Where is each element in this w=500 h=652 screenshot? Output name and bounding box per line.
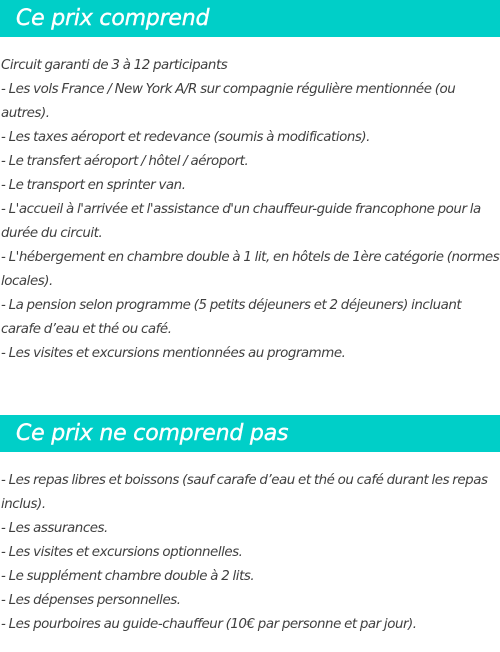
list-item: - Les vols France / New York A/R sur compagnie régulière mentionnée (ou xyxy=(1,82,456,97)
list-item: - Les visites et excursions optionnelles. xyxy=(1,545,243,560)
list-item: - Les dépenses personnelles. xyxy=(1,593,181,608)
list-item: - Le transfert aéroport / hôtel / aéroport. xyxy=(1,154,249,169)
price-excludes-section xyxy=(0,415,500,637)
list-item: inclus). xyxy=(1,497,46,512)
list-item: locales). xyxy=(1,274,53,289)
list-item: Circuit garanti de 3 à 12 participants xyxy=(1,58,228,73)
list-item: - Les taxes aéroport et redevance (soumis à modifications). xyxy=(1,130,370,145)
price-excludes-title: Ce prix ne comprend pas xyxy=(16,421,289,446)
price-includes-title: Ce prix comprend xyxy=(16,6,210,31)
list-item: - Les pourboires au guide-chauffeur (10€ par personne et par jour). xyxy=(1,617,417,632)
list-item: autres). xyxy=(1,106,50,121)
price-excludes-list xyxy=(0,469,500,637)
list-item: - Le supplément chambre double à 2 lits. xyxy=(1,569,255,584)
list-item: - La pension selon programme (5 petits déjeuners et 2 déjeuners) incluant xyxy=(1,298,462,313)
list-item: - L'hébergement en chambre double à 1 lit, en hôtels de 1ère catégorie (normes xyxy=(1,250,500,265)
price-includes-list xyxy=(0,54,500,366)
list-item: - L'accueil à l'arrivée et l'assistance d'un chauffeur-guide francophone pour la xyxy=(1,202,481,217)
list-item: - Les assurances. xyxy=(1,521,108,536)
list-item: carafe d’eau et thé ou café. xyxy=(1,322,172,337)
price-excludes-banner xyxy=(0,415,500,452)
list-item: durée du circuit. xyxy=(1,226,103,241)
price-includes-banner xyxy=(0,0,500,37)
list-item: - Le transport en sprinter van. xyxy=(1,178,186,193)
list-item: - Les repas libres et boissons (sauf carafe d’eau et thé ou café durant les repas xyxy=(1,473,488,488)
list-item: - Les visites et excursions mentionnées au programme. xyxy=(1,346,346,361)
